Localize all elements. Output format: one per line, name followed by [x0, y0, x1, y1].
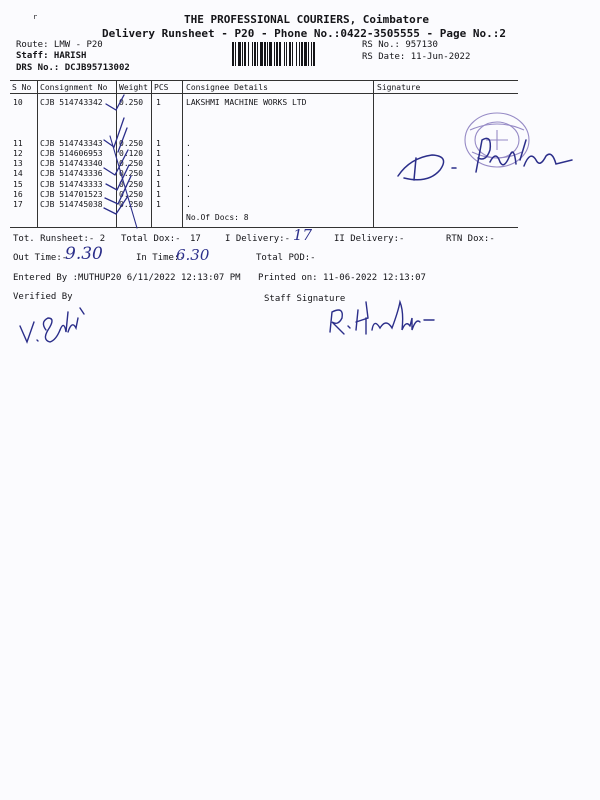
printed-on: Printed on: 11-06-2022 12:13:07 — [258, 273, 426, 283]
row-weight: 0.250 — [119, 200, 144, 209]
drs-number: DRS No.: DCJB95713002 — [16, 63, 130, 73]
row-sno: 13 — [13, 159, 23, 168]
rs-number: RS No.: 957130 — [362, 40, 438, 50]
verifier-signature — [20, 308, 84, 342]
row-consignee: . — [186, 149, 191, 158]
delivery-stamp — [465, 113, 529, 167]
corner-mark: r — [33, 13, 38, 21]
row-consignee: . — [186, 169, 191, 178]
staff-signature — [330, 302, 434, 334]
row-sno: 12 — [13, 149, 23, 158]
rtn-dox-label: RTN Dox:- — [446, 234, 495, 244]
row-consignment-no: CJB 514743340 — [40, 159, 103, 168]
entered-by: Entered By :MUTHUP20 6/11/2022 12:13:07 PM — [13, 273, 241, 283]
total-dox-label: Total Dox:- — [121, 234, 181, 244]
row-consignment-no: CJB 514743333 — [40, 180, 103, 189]
row-consignment-no: CJB 514743343 — [40, 139, 103, 148]
row-consignment-no: CJB 514606953 — [40, 149, 103, 158]
in-time-handwritten: 6.30 — [176, 246, 210, 264]
row-weight: 0.250 — [119, 159, 144, 168]
row-consignee: . — [186, 159, 191, 168]
company-title: THE PROFESSIONAL COURIERS, Coimbatore — [184, 13, 430, 26]
row-pcs: 1 — [156, 159, 161, 168]
row-sno: 15 — [13, 180, 23, 189]
col-header-consignment: Consignment No — [40, 83, 108, 92]
col-header-consignee: Consignee Details — [186, 83, 268, 92]
rs-date: RS Date: 11-Jun-2022 — [362, 52, 471, 62]
total-pod-label: Total POD:- — [256, 253, 316, 263]
out-time-handwritten: 9.30 — [65, 244, 103, 264]
col-header-sno: S No — [12, 83, 32, 92]
row-consignee: . — [186, 200, 191, 209]
staff-label: Staff: HARISH — [16, 51, 87, 61]
no-of-docs: No.Of Docs: 8 — [186, 213, 249, 222]
row-consignee: . — [186, 139, 191, 148]
row-sno: 16 — [13, 190, 23, 199]
receiver-signature — [398, 138, 572, 180]
row-sno: 14 — [13, 169, 23, 178]
row-pcs: 1 — [156, 149, 161, 158]
total-dox-value: 17 — [190, 234, 201, 244]
row-consignment-no: CJB 514743336 — [40, 169, 103, 178]
row-pcs: 1 — [156, 180, 161, 189]
row-weight: 0.120 — [119, 149, 144, 158]
row-pcs: 1 — [156, 98, 161, 107]
row-consignee: LAKSHMI MACHINE WORKS LTD — [186, 98, 307, 107]
row-consignment-no: CJB 514743342 — [40, 98, 103, 107]
col-header-pcs: PCS — [154, 83, 169, 92]
row-sno: 17 — [13, 200, 23, 209]
tot-runsheet: Tot. Runsheet:- 2 — [13, 234, 106, 244]
row-weight: 0.250 — [119, 180, 144, 189]
row-pcs: 1 — [156, 190, 161, 199]
row-weight: 0.250 — [119, 98, 144, 107]
row-consignee: . — [186, 190, 191, 199]
i-delivery-handwritten: 17 — [293, 226, 313, 244]
out-time-label: Out Time:- — [13, 253, 68, 263]
i-delivery-label: I Delivery:- — [225, 234, 291, 244]
col-header-signature: Signature — [377, 83, 421, 92]
in-time-label: In Time:- — [136, 253, 185, 263]
row-consignment-no: CJB 514745038 — [40, 200, 103, 209]
row-sno: 10 — [13, 98, 23, 107]
row-weight: 0.250 — [119, 139, 144, 148]
row-consignee: . — [186, 180, 191, 189]
col-header-weight: Weight — [119, 83, 148, 92]
ii-delivery-label: II Delivery:- — [334, 234, 405, 244]
staff-signature-label: Staff Signature — [264, 294, 346, 304]
verified-by-label: Verified By — [13, 292, 73, 302]
row-weight: 0.250 — [119, 169, 144, 178]
row-sno: 11 — [13, 139, 23, 148]
row-pcs: 1 — [156, 200, 161, 209]
row-weight: 0.250 — [119, 190, 144, 199]
row-pcs: 1 — [156, 169, 161, 178]
runsheet-subtitle: Delivery Runsheet - P20 - Phone No.:0422-3505555 - Page No.:2 — [102, 27, 506, 40]
tick-marks — [104, 95, 137, 228]
row-pcs: 1 — [156, 139, 161, 148]
row-consignment-no: CJB 514701523 — [40, 190, 103, 199]
route-label: Route: LMW - P20 — [16, 40, 103, 50]
